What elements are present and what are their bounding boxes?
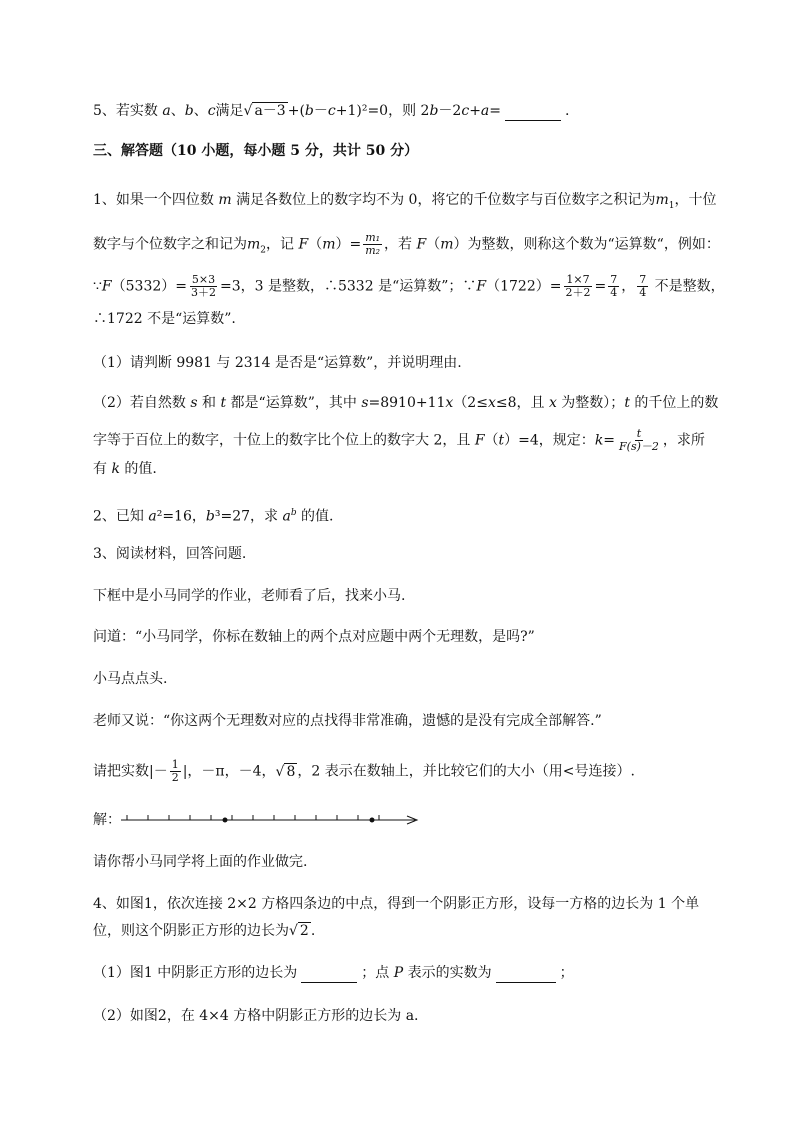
question-5: 5、若实数 a、b、c满足√ a－3 +(b－c+1)²=0，则 2b－2c+a= . [93, 103, 570, 119]
problem-1-part-2-line-3: 有 k 的值. [93, 461, 157, 477]
answer-blank [505, 106, 561, 121]
problem-4-part-1: （1）图1 中阴影正方形的边长为 ；点 P 表示的实数为 ； [93, 965, 574, 981]
fraction: $\frac{\text{m₁}}{\text{m₂}}$ [365, 231, 381, 257]
problem-3-text-3: 小马点点头. [93, 671, 168, 687]
problem-1-line-4: ∴1722 不是“运算数”. [93, 311, 236, 327]
fraction: $\frac{5\times 3}{3+2}$ [191, 273, 216, 299]
section-heading: 三、解答题（10 小题，每小题 5 分，共计 50 分） [93, 143, 419, 159]
problem-2: 2、已知 a²=16，b³=27，求 $a^b$ 的值. [93, 508, 334, 525]
solution-label: 解： [93, 812, 121, 828]
problem-4-line-1: 4、如图1，依次连接 2×2 方格四条边的中点，得到一个阴影正方形，设每一方格的边长为 1 个单 [93, 896, 700, 912]
fraction: $\frac{1}{2}$ [171, 758, 179, 784]
fraction: $\frac{t}{F(s)-2}$ [619, 427, 659, 453]
fraction: $\frac{7}{4}$ [610, 273, 618, 299]
sqrt-expression: √ 8 [275, 763, 296, 780]
number-line [119, 810, 429, 830]
problem-4-part-2: （2）如图2，在 4×4 方格中阴影正方形的边长为 a. [93, 1008, 419, 1024]
problem-1-line-3: ∵F（5332）= $\frac{5\times 3}{3+2}$ =3，3 是整数，∴5332 是“运算数”；∵F（1722）= $\frac{1\times 7}{2+2}$ = $\frac{7}{4}$ ， $\frac{7}{4}$ 不是整数， [93, 273, 725, 299]
problem-1-part-2-line-2: 字等于百位上的数字，十位上的数字比个位上的数字大 2，且 F（t）=4，规定：k= $\frac{t}{F(s)-2}$ ，求所 [93, 427, 705, 453]
answer-blank [496, 968, 556, 983]
problem-3-text-6: 请你帮小马同学将上面的作业做完. [93, 854, 308, 870]
fraction: $\frac{7}{4}$ [639, 273, 647, 299]
problem-3-text-2: 问道：“小马同学，你标在数轴上的两个点对应题中两个无理数，是吗?” [93, 629, 535, 645]
problem-1-part-2-line-1: （2）若自然数 s 和 t 都是“运算数”，其中 s=8910+11x（2≤x≤8，且 x 为整数）；t 的千位上的数 [93, 395, 719, 411]
sqrt-expression: √ a－3 [243, 103, 286, 119]
problem-3-text-1: 下框中是小马同学的作业，老师看了后，找来小马. [93, 588, 406, 604]
problem-1-line-2: 数字与个位数字之和记为$m_2$，记 F（m）= $\frac{\text{m₁}}{\text{m₂}}$ ，若 F（m）为整数，则称这个数为“运算数“，例如： [93, 231, 720, 257]
problem-3-text-4: 老师又说：“你这两个无理数对应的点找得非常准确，遗憾的是没有完成全部解答.” [93, 713, 602, 729]
fraction: $\frac{1\times 7}{2+2}$ [565, 273, 591, 299]
problem-1-line-1: 1、如果一个四位数 m 满足各数位上的数字均不为 0，将它的千位数字与百位数字之积记为$m_1$，十位 [93, 192, 717, 211]
problem-4-line-2: 位，则这个阴影正方形的边长为√ 2 . [93, 923, 316, 939]
point-marker [370, 818, 375, 823]
answer-blank [301, 968, 357, 983]
number-line-ticks [127, 815, 379, 820]
sqrt-expression: √ 2 [289, 923, 309, 939]
problem-1-part-1: （1）请判断 9981 与 2314 是否是“运算数”，并说明理由. [93, 355, 462, 371]
problem-3-text-5: 请把实数|－ $\frac{1}{2}$ |，－π，－4，√ 8 ，2 表示在数轴上，并比较它们的大小（用<号连接）. [93, 758, 635, 784]
point-marker [223, 818, 228, 823]
problem-3: 3、阅读材料，回答问题. [93, 546, 247, 562]
